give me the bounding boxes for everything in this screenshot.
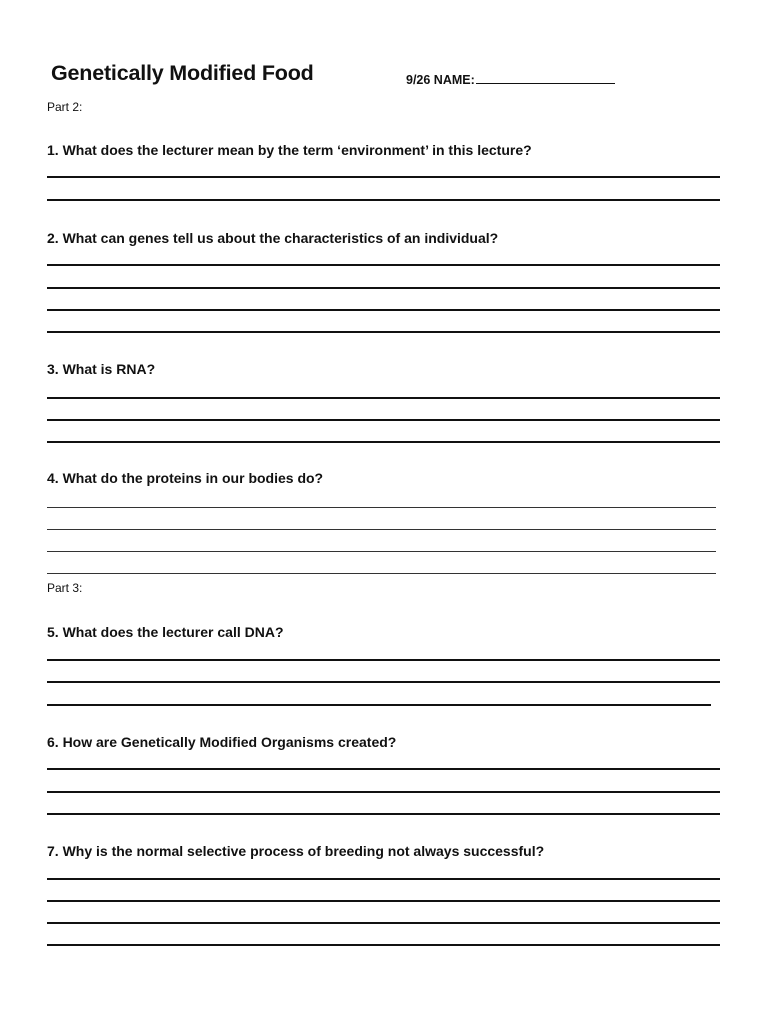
answer-line[interactable]	[47, 419, 720, 421]
answer-line[interactable]	[47, 922, 720, 924]
question-2: 2. What can genes tell us about the characteristics of an individual?	[47, 230, 499, 246]
answer-line[interactable]	[47, 681, 720, 683]
answer-line[interactable]	[47, 397, 720, 399]
question-7: 7. Why is the normal selective process of breeding not always successful?	[47, 843, 545, 859]
date-name-field	[406, 71, 615, 87]
answer-line[interactable]	[47, 176, 720, 178]
part-2-label: Part 2:	[47, 100, 83, 114]
question-4: 4. What do the proteins in our bodies do?	[47, 470, 324, 486]
answer-line[interactable]	[47, 264, 720, 266]
answer-line[interactable]	[47, 659, 720, 661]
answer-line[interactable]	[47, 900, 720, 902]
answer-line[interactable]	[47, 507, 716, 508]
question-6: 6. How are Genetically Modified Organisms created?	[47, 734, 397, 750]
answer-line[interactable]	[47, 441, 720, 443]
answer-line[interactable]	[47, 878, 720, 880]
question-3: 3. What is RNA?	[47, 361, 156, 377]
date-name-label: 9/26 NAME:	[406, 73, 475, 87]
answer-line[interactable]	[47, 199, 720, 201]
question-5: 5. What does the lecturer call DNA?	[47, 624, 284, 640]
answer-line[interactable]	[47, 768, 720, 770]
answer-line[interactable]	[47, 813, 720, 815]
answer-line[interactable]	[47, 287, 720, 289]
question-1: 1. What does the lecturer mean by the term ‘environment’ in this lecture?	[47, 142, 532, 158]
answer-line[interactable]	[47, 551, 716, 552]
answer-line[interactable]	[47, 331, 720, 333]
answer-line[interactable]	[47, 309, 720, 311]
worksheet-title: Genetically Modified Food	[51, 61, 314, 85]
answer-line[interactable]	[47, 704, 711, 706]
answer-line[interactable]	[47, 573, 716, 574]
answer-line[interactable]	[47, 529, 716, 530]
part-3-label: Part 3:	[47, 581, 83, 595]
name-answer-line[interactable]	[476, 71, 615, 84]
answer-line[interactable]	[47, 944, 720, 946]
answer-line[interactable]	[47, 791, 720, 793]
